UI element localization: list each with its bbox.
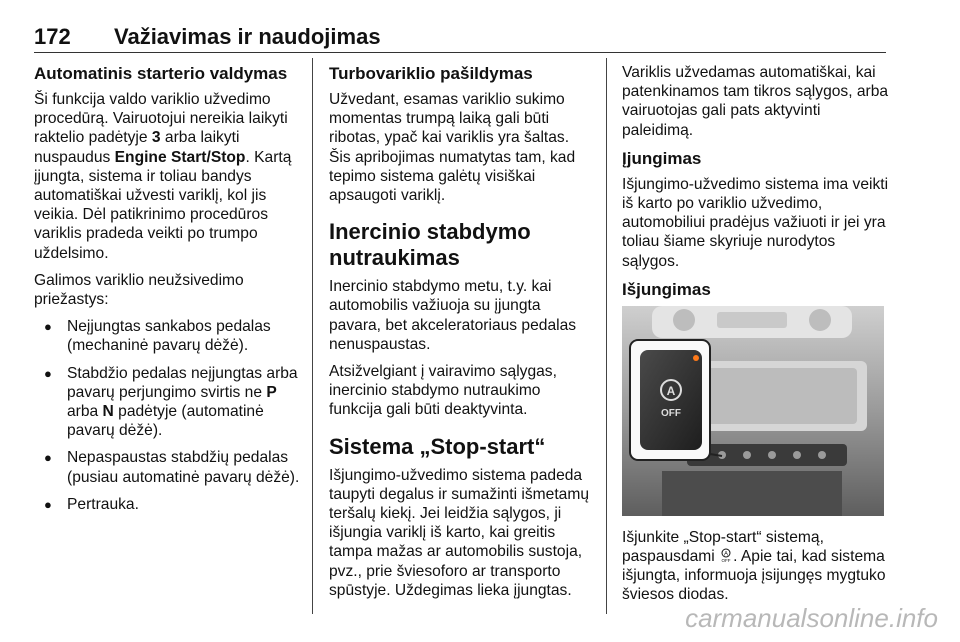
page-number: 172 (34, 24, 71, 49)
photo-off-label: OFF (661, 407, 681, 419)
chapter-title: Važiavimas ir naudojimas (114, 24, 381, 49)
inertia-text-2: Atsižvelgiant į vairavimo sąlygas, inercinio stabdymo nutraukimo funkcija gali būti deaktyvinta. (329, 363, 557, 419)
watermark: carmanualsonline.info (685, 603, 938, 633)
column-divider (606, 58, 607, 614)
reasons-label: Galimos variklio neužsivedimo priežastys: (34, 271, 244, 309)
stop-start-text: Išjungimo-užvedimo sistema padeda taupyti degalus ir sumažinti išmetamų teršalų kiekį. Jei leidžia sąlygos, ji išjungia variklį iš karto, kai greitis tampa mažas ar automobilis sustoja, pvz., prie šviesoforo ar transporto spūstyje. Uždegimas lieka įjungtas. (329, 466, 590, 599)
stop-start-button-photo (622, 306, 884, 516)
list-item: ● Nepaspaustas stabdžių pedalas (pusiau automatinė pavarų dėžė). (34, 448, 302, 486)
section-heading-off: Išjungimas (622, 279, 711, 299)
header-rule (34, 52, 886, 53)
off-text: Išjunkite „Stop-start“ sistemą, paspausdami A OFF . Apie tai, kad sistema išjungta, informuoja įsijungęs mygtuko šviesos diodas. (622, 528, 886, 604)
list-item: ● Neįjungtas sankabos pedalas (mechaninė pavarų dėžė). (34, 317, 302, 355)
svg-text:OFF: OFF (721, 558, 731, 564)
column-left (34, 63, 302, 522)
section-heading-auto-start: Automatinis starterio valdymas (34, 64, 288, 83)
reasons-list (34, 317, 302, 514)
inertia-text-1: Inercinio stabdymo metu, t.y. kai automobilis važiuoja su įjungta pavara, bet akceleratoriaus pedalas nenuspaustas. (329, 278, 577, 353)
stop-start-off-icon (719, 548, 733, 563)
svg-text:A: A (666, 383, 676, 398)
svg-text:A: A (724, 551, 729, 558)
column-right (622, 63, 892, 613)
section-heading-turbo: Turbovariklio pašildymas (329, 64, 533, 83)
section-heading-inertia: Inercinio stabdymo nutraukimas (329, 219, 531, 271)
turbo-text: Užvedant, esamas variklio sukimo momentas trumpą laiką gali būti ribotas, ypač kai variklis yra šaltas. Šis apribojimas numatytas tam, kad tepimo sistema galėtų visiškai apsaugoti variklį. (329, 91, 576, 205)
section-heading-stop-start: Sistema „Stop-start“ (329, 433, 546, 459)
auto-start-conditions: Variklis užvedamas automatiškai, kai patenkinamos tam tikros sąlygos, arba vairuotojas gali pats aktyvinti paleidimą. (622, 64, 889, 139)
column-divider (312, 58, 313, 614)
on-text: Išjungimo-užvedimo sistema ima veikti iš karto po variklio užvedimo, automobiliui pradėjus važiuoti ir jei yra toliau šiame skyriuje nurodytos sąlygos. (622, 175, 889, 270)
auto-start-intro: Ši funkcija valdo variklio užvedimo procedūrą. Vairuotojui nereikia laikyti raktelio padėtyje 3 arba laikyti nuspaudus Engine Start/Stop. Kartą įjungta, sistema ir toliau bandys automatiškai užvesti variklį, kol jis veikia. Dėl patikrinimo procedūros variklis pradeda veikti po trumpo uždelsimo. (34, 91, 292, 262)
section-heading-on: Įjungimas (622, 148, 702, 168)
column-middle (329, 63, 593, 608)
list-item: ● Stabdžio pedalas neįjungtas arba pavarų perjungimo svirtis ne P arba N padėtyje (automatinė pavarų dėžė). (34, 364, 302, 441)
page-header (34, 24, 886, 54)
list-item: ● Pertrauka. (34, 495, 302, 514)
